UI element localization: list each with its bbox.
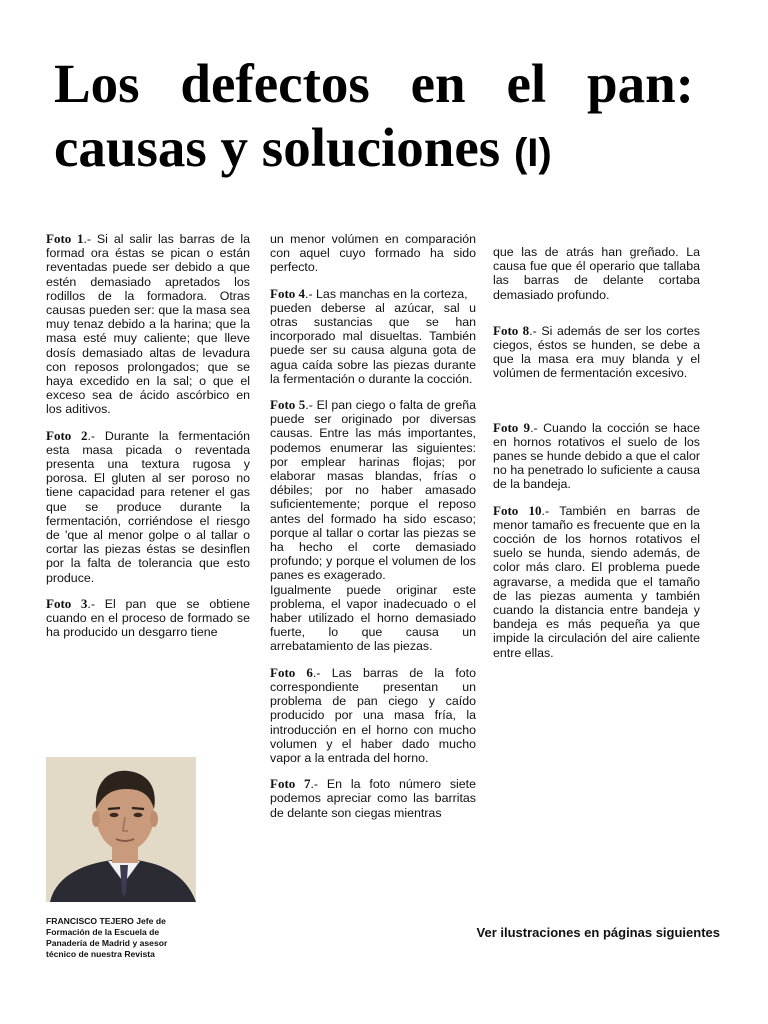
author-portrait-photo (46, 757, 196, 902)
foto-label: Foto 6 (270, 664, 313, 680)
portrait-illustration (46, 757, 196, 902)
paragraph-foto-2 (46, 429, 250, 585)
foto-label: Foto 7 (270, 776, 311, 792)
paragraph-foto-3 (46, 597, 250, 640)
paragraph-text: .- Durante la fermentación esta masa picada o reventada presenta una textura rugosa y porosa. El gluten al ser poroso no tiene capacidad para retener el gas que se produce durante la fermentación, corriéndose el riesgo de 'que al menor golpe o al tallar o cortar las piezas éstas se desinflen por la falta de tolerancia que esto produce. (46, 428, 250, 585)
paragraph-foto-4 (270, 287, 476, 386)
author-caption: FRANCISCO TEJERO Jefe de Formación de la Escuela de Panadería de Madrid y asesor técnico de nuestra Revista (46, 916, 168, 959)
foto-label: Foto 5 (270, 397, 306, 413)
foto-label: Foto 10 (493, 502, 542, 518)
paragraph-foto-1 (46, 232, 250, 417)
paragraph-foto-7 (270, 777, 476, 820)
paragraph-foto-6 (270, 666, 476, 765)
paragraph-foto-7-continued (493, 245, 700, 302)
paragraph-foto-8 (493, 324, 700, 381)
paragraph-text: .- Si al salir las barras de la formad ora éstas se pican o están reventadas puede ser debido a que estén demasiado apretados los rodillos de la formadora. Otras causas pueden ser: que la masa sea muy tenaz debido a la harina; que la masa esté muy caliente; que lleve dosís demasiado altas de levadura con reposos prolongados; que se haya excedido en la sal; o que el exceso sea de ácido ascórbico en los aditivos. (46, 232, 250, 417)
paragraph-text: .- El pan ciego o falta de greña puede ser originado por diversas causas. Entre las más importantes, podemos enumerar las siguientes: por emplear harinas flojas; por elaborar masas blandas, frías o débiles; por no haber amasado suficientemente; porque el reposo antes del formado ha sido escaso; porque al tallar o cortar las piezas se ha hecho el corte demasiado profundo; y porque el volumen de los panes es exagerado. Igualmente puede originar este problema, el vapor inadecuado o el haber utilizado el horno demasiado fuerte, lo que causa un arrebatamiento de las piezas. (270, 398, 476, 654)
article-title (54, 52, 694, 185)
paragraph-text: .- Las barras de la foto correspondiente presentan un problema de pan ciego y caído producido por una masa fría, la introducción en el horno con mucho volumen y el haber dado mucho vapor a la entrada del horno. (270, 665, 476, 765)
foto-label: Foto 3 (46, 595, 88, 611)
illustrations-note: Ver ilustraciones en páginas siguientes (476, 925, 720, 940)
paragraph-foto-3-continued (270, 232, 476, 275)
paragraph-text: que las de atrás han greñado. La causa fue que él operario que tallaba las barras de delante cortaba demasiado profundo. (493, 245, 700, 302)
foto-label: Foto 4 (270, 285, 306, 301)
text-column-2 (270, 232, 476, 832)
paragraph-text: .- También en barras de menor tamaño es frecuente que en la cocción de los hornos rotativos el suelo se hunda, siendo además, de color más claro. El problema puede agravarse, a medida que el tamaño de las piezas aumenta y también cuando la distancia entre bandeja y bandeja es más pequeña ya que impide la circulación del aire caliente entre ellas. (493, 503, 700, 660)
text-column-3 (493, 245, 700, 672)
paragraph-foto-10 (493, 504, 700, 660)
foto-label: Foto 1 (46, 231, 84, 246)
paragraph-foto-9 (493, 421, 700, 492)
foto-label: Foto 9 (493, 419, 531, 435)
title-line-1: Los defectos en el pan: (54, 53, 694, 114)
paragraph-text: .- En la foto número siete podemos apreciar como las barritas de delante son ciegas mientras (270, 777, 476, 820)
paragraph-text: .- El pan que se obtiene cuando en el proceso de formado se ha producido un desgarro tiene (46, 596, 250, 640)
foto-label: Foto 2 (46, 427, 88, 443)
paragraph-text: .- Las manchas en la corteza, pueden deberse al azúcar, sal u otras sustancias que se han incorporado mal disueltas. También puede ser su causa alguna gota de agua caída sobre las piezas durante la fermentación o durante la cocción. (270, 286, 476, 386)
title-line-2 (54, 116, 694, 185)
text-column-1 (46, 232, 250, 651)
title-line-2-text: causas y soluciones (54, 117, 501, 178)
paragraph-text: .- Si además de ser los cortes ciegos, éstos se hunden, se debe a que la masa era muy blanda y el volúmen de fermentación excesivo. (493, 323, 700, 381)
foto-label: Foto 8 (493, 322, 530, 338)
title-part-number: (I) (513, 131, 552, 175)
paragraph-text: un menor volúmen en comparación con aquel cuyo formado ha sido perfecto. (270, 232, 476, 275)
paragraph-foto-5 (270, 398, 476, 654)
paragraph-text: .- Cuando la cocción se hace en hornos rotativos el suelo de los panes se hunde debido a que el calor no ha penetrado lo suficiente a causa de la bandeja. (493, 420, 701, 492)
